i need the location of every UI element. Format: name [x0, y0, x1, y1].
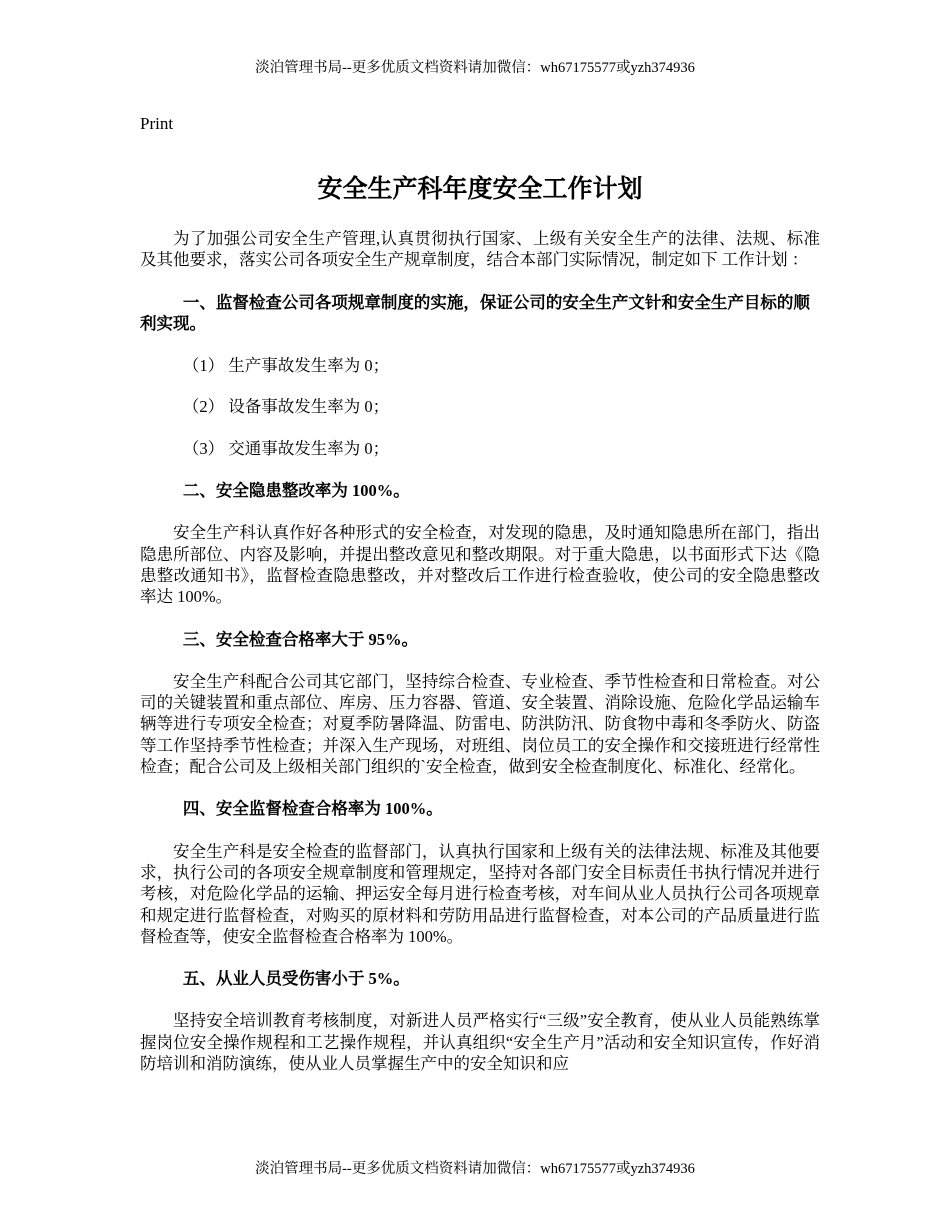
document-title: 安全生产科年度安全工作计划 [317, 174, 643, 203]
section2-body: 安全生产科认真作好各种形式的安全检查，对发现的隐患，及时通知隐患所在部门，指出隐患所部位、内容及影响，并提出整改意见和整改期限。对于重大隐患，以书面形式下达《隐患整改通知书》，监督检查隐患整改，并对整改后工作进行检查验收，使公司的安全隐患整改率达 100%。 [140, 523, 820, 607]
page-footer: 淡泊管理书局--更多优质文档资料请加微信：wh67175577或yzh374936 [255, 1161, 695, 1177]
print-label: Print [140, 114, 174, 133]
section4-body: 安全生产科是安全检查的监督部门，认真执行国家和上级有关的法律法规、标准及其他要求，执行公司的各项安全规章制度和管理规定，坚持对各部门安全目标责任书执行情况并进行考核，对危险化学品的运输、押运安全每月进行检查考核，对车间从业人员执行公司各项规章和规定进行监督检查，对购买的原材料和劳防用品进行监督检查，对本公司的产品质量进行监督检查等，使安全监督检查合格率为 100%。 [140, 841, 820, 946]
section1-heading: 一、监督检查公司各项规章制度的实施，保证公司的安全生产文针和安全生产目标的顺利实现。 [140, 292, 810, 333]
section3-body: 安全生产科配合公司其它部门，坚持综合检查、专业检查、季节性检查和日常检查。对公司的关键装置和重点部位、库房、压力容器、管道、安全装置、消除设施、危险化学品运输车辆等进行专项安全检查；对夏季防暑降温、防雷电、防洪防汛、防食物中毒和冬季防火、防盗等工作坚持季节性检查；并深入生产现场，对班组、岗位员工的安全操作和交接班进行经常性检查；配合公司及上级相关部门组织的`安全检查，做到安全检查制度化、标准化、经常化。 [140, 671, 820, 777]
section3-heading: 三、安全检查合格率大于 95%。 [182, 629, 419, 649]
section5-body: 坚持安全培训教育考核制度，对新进人员严格实行“三级”安全教育，使从业人员能熟练掌握岗位安全操作规程和工艺操作规程，并认真组织“安全生产月”活动和安全知识宣传，作好消防培训和消防演练，使从业人员掌握生产中的安全知识和应 [140, 1011, 820, 1074]
page-header: 淡泊管理书局--更多优质文档资料请加微信：wh67175577或yzh374936 [255, 60, 695, 76]
section4-heading: 四、安全监督检查合格率为 100%。 [182, 799, 443, 819]
document-body [140, 112, 820, 1074]
section5-heading: 五、从业人员受伤害小于 5%。 [182, 969, 410, 989]
section2-heading: 二、安全隐患整改率为 100%。 [182, 481, 410, 501]
section1-item-3: （3） 交通事故发生率为 0； [182, 438, 390, 458]
intro-paragraph: 为了加强公司安全生产管理,认真贯彻执行国家、上级有关安全生产的法律、法规、标准及其他要求，落实公司各项安全生产规章制度，结合本部门实际情况，制定如下 工作计划 ： [140, 229, 820, 270]
section1-item-1: （1） 生产事故发生率为 0； [182, 356, 390, 376]
section1-item-2: （2） 设备事故发生率为 0； [182, 397, 390, 417]
